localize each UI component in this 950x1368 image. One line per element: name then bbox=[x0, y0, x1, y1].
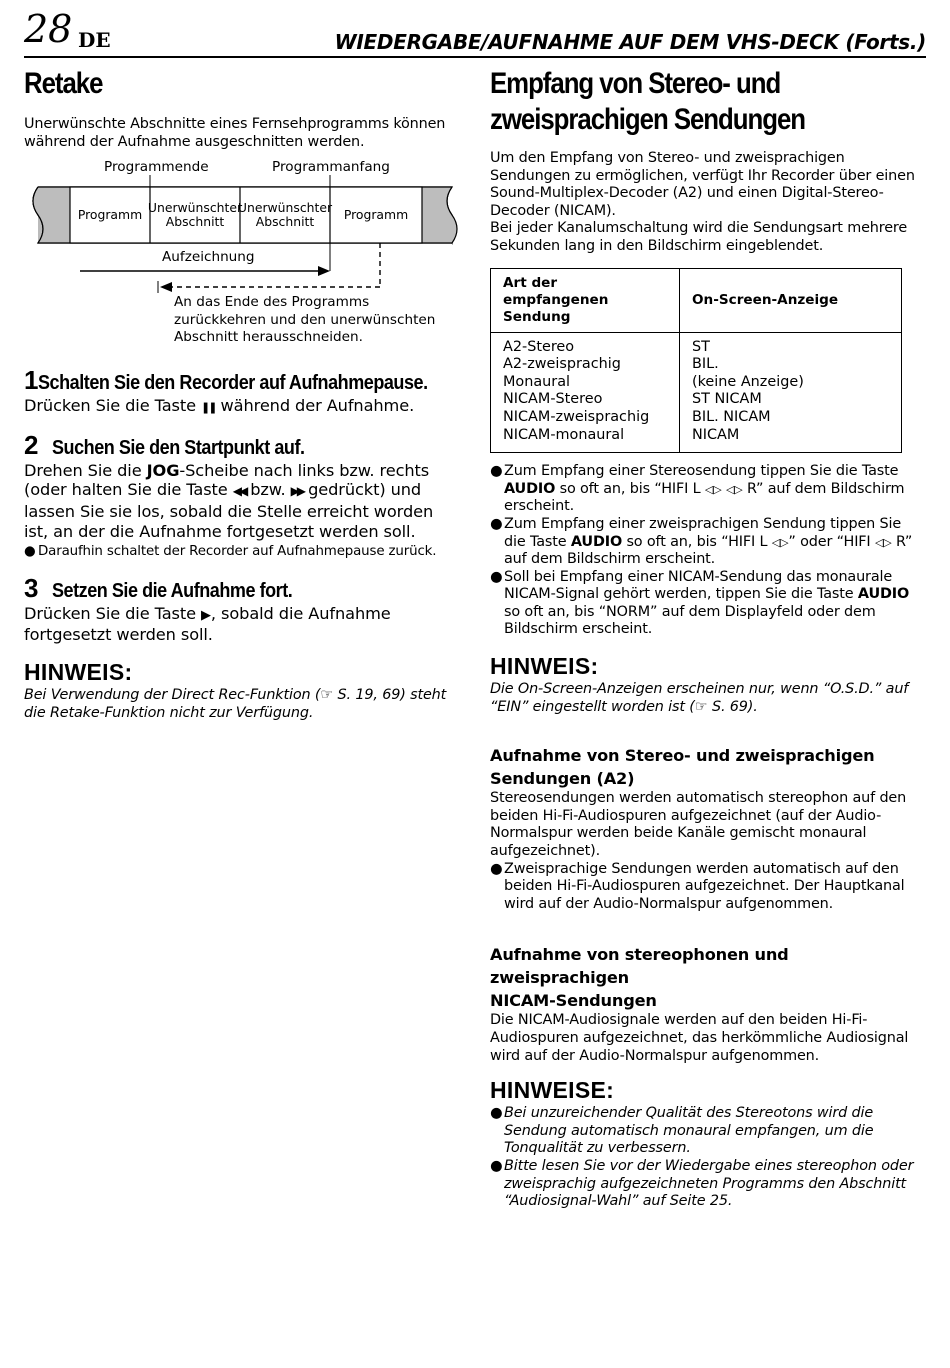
stereo-heading-line1: Empfang von Stereo- und bbox=[490, 67, 781, 100]
fast-forward-icon: ▶▶ bbox=[290, 484, 304, 499]
play-icon: ▶ bbox=[201, 607, 211, 623]
table-row bbox=[491, 332, 902, 453]
stereo-intro: Um den Empfang von Stereo- und zweisprachigen Sendungen zu ermöglichen, verfügt Ihr Recorder über einen Sound-Multiplex-Decoder (A2) und einen Digital-Stereo-Decoder (NICAM). bbox=[490, 150, 915, 219]
retake-heading: Retake bbox=[24, 67, 103, 100]
note-bullet-2: ● Bitte lesen Sie vor der Wiedergabe eines stereophon oder zweisprachig aufgezeichneten Programms den Abschnitt “Audiosignal-Wahl” auf Seite 25. bbox=[490, 1157, 914, 1210]
label-programmanfang: Programmanfang bbox=[272, 159, 390, 176]
segment-unerwuenscht-1: Unerwünschter Abschnitt bbox=[147, 200, 243, 230]
language-code: DE bbox=[78, 28, 111, 52]
left-column bbox=[24, 66, 460, 722]
bullet-icon: ● bbox=[490, 1157, 503, 1174]
segment-programm-1: Programm bbox=[77, 207, 143, 223]
rewind-icon: ◀◀ bbox=[232, 484, 246, 499]
step-2-bullet: ● Daraufhin schaltet der Recorder auf Aufnahmepause zurück. bbox=[24, 544, 437, 560]
right-column bbox=[490, 66, 926, 1211]
note-right-text: Die On-Screen-Anzeigen erscheinen nur, wenn “O.S.D.” auf “EIN” eingestellt worden ist (☞ S. 69). bbox=[490, 681, 909, 715]
table-cell-displays: ST BIL. (keine Anzeige) ST NICAM BIL. NICAM NICAM bbox=[680, 332, 902, 453]
note-bullet-1: ● Bei unzureichender Qualität des Stereotons wird die Sendung automatisch monaural empfangen, um die Tonqualität zu verbessern. bbox=[490, 1105, 874, 1157]
pause-icon: ❚❚ bbox=[201, 401, 216, 415]
step-1-number: 1 bbox=[24, 365, 39, 396]
speaker-icon: ◁▷ bbox=[874, 535, 892, 549]
segment-programm-2: Programm bbox=[343, 207, 409, 223]
broadcast-type-table bbox=[490, 268, 902, 454]
label-programmende: Programmende bbox=[104, 159, 209, 176]
audio-bullet-2: ● Zum Empfang einer zweisprachigen Sendung tippen Sie die Taste AUDIO so oft an, bis “HIFI L ◁▷” oder “HIFI ◁▷ R” auf dem Bildschirm erscheint. bbox=[490, 515, 913, 568]
table-header-row bbox=[491, 268, 902, 332]
label-aufzeichnung: Aufzeichnung bbox=[162, 249, 255, 266]
table-header-display: On-Screen-Anzeige bbox=[680, 268, 902, 332]
step-2-title: Suchen Sie den Startpunkt auf. bbox=[52, 436, 305, 459]
step-2 bbox=[24, 430, 460, 461]
audio-bullet-3: ● Soll bei Empfang einer NICAM-Sendung das monaurale NICAM-Signal gehört werden, tippen Sie die Taste AUDIO so oft an, bis “NORM” auf dem Displayfeld oder dem Bildschirm erscheint. bbox=[490, 568, 910, 638]
bullet-icon: ● bbox=[24, 544, 36, 560]
stereo-intro-2: Bei jeder Kanalumschaltung wird die Sendungsart mehrere Sekunden lang in den Bildschirm eingeblendet. bbox=[490, 220, 908, 254]
step-1-body: Drücken Sie die Taste ❚❚ während der Aufnahme. bbox=[24, 396, 415, 416]
speaker-icon: ◁▷ bbox=[771, 535, 789, 549]
a2-recording-bullet: ● Zweisprachige Sendungen werden automatisch auf den beiden Hi-Fi-Audiospuren aufgezeichnet. Der Hauptkanal wird auf der Audio-Normalspur aufgenommen. bbox=[490, 860, 905, 912]
step-3-number: 3 bbox=[24, 572, 39, 603]
step-3-title: Setzen Sie die Aufnahme fort. bbox=[52, 579, 293, 602]
page-number: 28 bbox=[24, 7, 73, 51]
bullet-icon: ● bbox=[490, 1105, 503, 1122]
chapter-title: WIEDERGABE/AUFNAHME AUF DEM VHS-DECK (Forts.) bbox=[334, 30, 926, 54]
step-1-title: Schalten Sie den Recorder auf Aufnahmepause. bbox=[38, 372, 429, 395]
table-header-type: Art der empfangenen Sendung bbox=[491, 268, 680, 332]
bullet-icon: ● bbox=[490, 463, 503, 480]
a2-recording-heading: Aufnahme von Stereo- und zweisprachigen Sendungen (A2) bbox=[490, 746, 875, 789]
step-2-number: 2 bbox=[24, 429, 39, 460]
bullet-icon: ● bbox=[490, 568, 503, 585]
speaker-icon: ◁▷ bbox=[704, 482, 722, 496]
page-header bbox=[24, 8, 926, 58]
nicam-recording-body: Die NICAM-Audiosignale werden auf den beiden Hi-Fi-Audiospuren aufgezeichnet, das herkömmliche Audiosignal wird auf der Audio-Normalspur aufgenommen. bbox=[490, 1012, 909, 1064]
diagram-note: An das Ende des Programms zurückkehren und den unerwünschten Abschnitt herausschneiden. bbox=[174, 294, 436, 346]
retake-diagram bbox=[24, 159, 460, 359]
notes-heading-right: HINWEISE: bbox=[490, 1077, 615, 1104]
header-rule bbox=[24, 56, 926, 58]
audio-bullet-1: ● Zum Empfang einer Stereosendung tippen Sie die Taste AUDIO so oft an, bis “HIFI L ◁▷ ◁▷ R” auf dem Bildschirm erscheint. bbox=[490, 463, 905, 515]
stereo-heading-line2: zweisprachigen Sendungen bbox=[490, 103, 806, 136]
retake-intro: Unerwünschte Abschnitte eines Fernsehprogramms können während der Aufnahme ausgeschnitten werden. bbox=[24, 116, 446, 150]
table-cell-types: A2-Stereo A2-zweisprachig Monaural NICAM-Stereo NICAM-zweisprachig NICAM-monaural bbox=[491, 332, 680, 453]
speaker-icon: ◁▷ bbox=[725, 482, 743, 496]
note-left-text: Bei Verwendung der Direct Rec-Funktion (☞ S. 19, 69) steht die Retake-Funktion nicht zur Verfügung. bbox=[24, 686, 447, 721]
nicam-recording-heading: Aufnahme von stereophonen und zweisprachigen NICAM-Sendungen bbox=[490, 945, 789, 1011]
bullet-icon: ● bbox=[490, 515, 503, 532]
segment-unerwuenscht-2: Unerwünschter Abschnitt bbox=[237, 200, 333, 230]
a2-recording-body: Stereosendungen werden automatisch stereophon auf den beiden Hi-Fi-Audiospuren aufgezeichnet (auf der Audio-Normalspur werden beide Kanäle gemischt monaural aufgezeichnet). bbox=[490, 790, 907, 860]
note-heading-left: HINWEIS: bbox=[24, 658, 133, 685]
note-heading-right: HINWEIS: bbox=[490, 653, 599, 680]
reference-icon: ☞ bbox=[320, 686, 334, 703]
reference-icon: ☞ bbox=[694, 698, 708, 715]
bullet-icon: ● bbox=[490, 860, 503, 877]
step-3 bbox=[24, 573, 460, 604]
step-2-body: Drehen Sie die JOG-Scheibe nach links bzw. rechts (oder halten Sie die Taste ◀◀ bzw. ▶▶ gedrückt) und lassen Sie sie los, sobald die Stelle erreicht worden ist, an der die Aufnahme fortgesetzt werden soll. bbox=[24, 460, 434, 541]
step-1 bbox=[24, 365, 460, 396]
step-3-body: Drücken Sie die Taste ▶, sobald die Aufnahme fortgesetzt werden soll. bbox=[24, 603, 391, 645]
